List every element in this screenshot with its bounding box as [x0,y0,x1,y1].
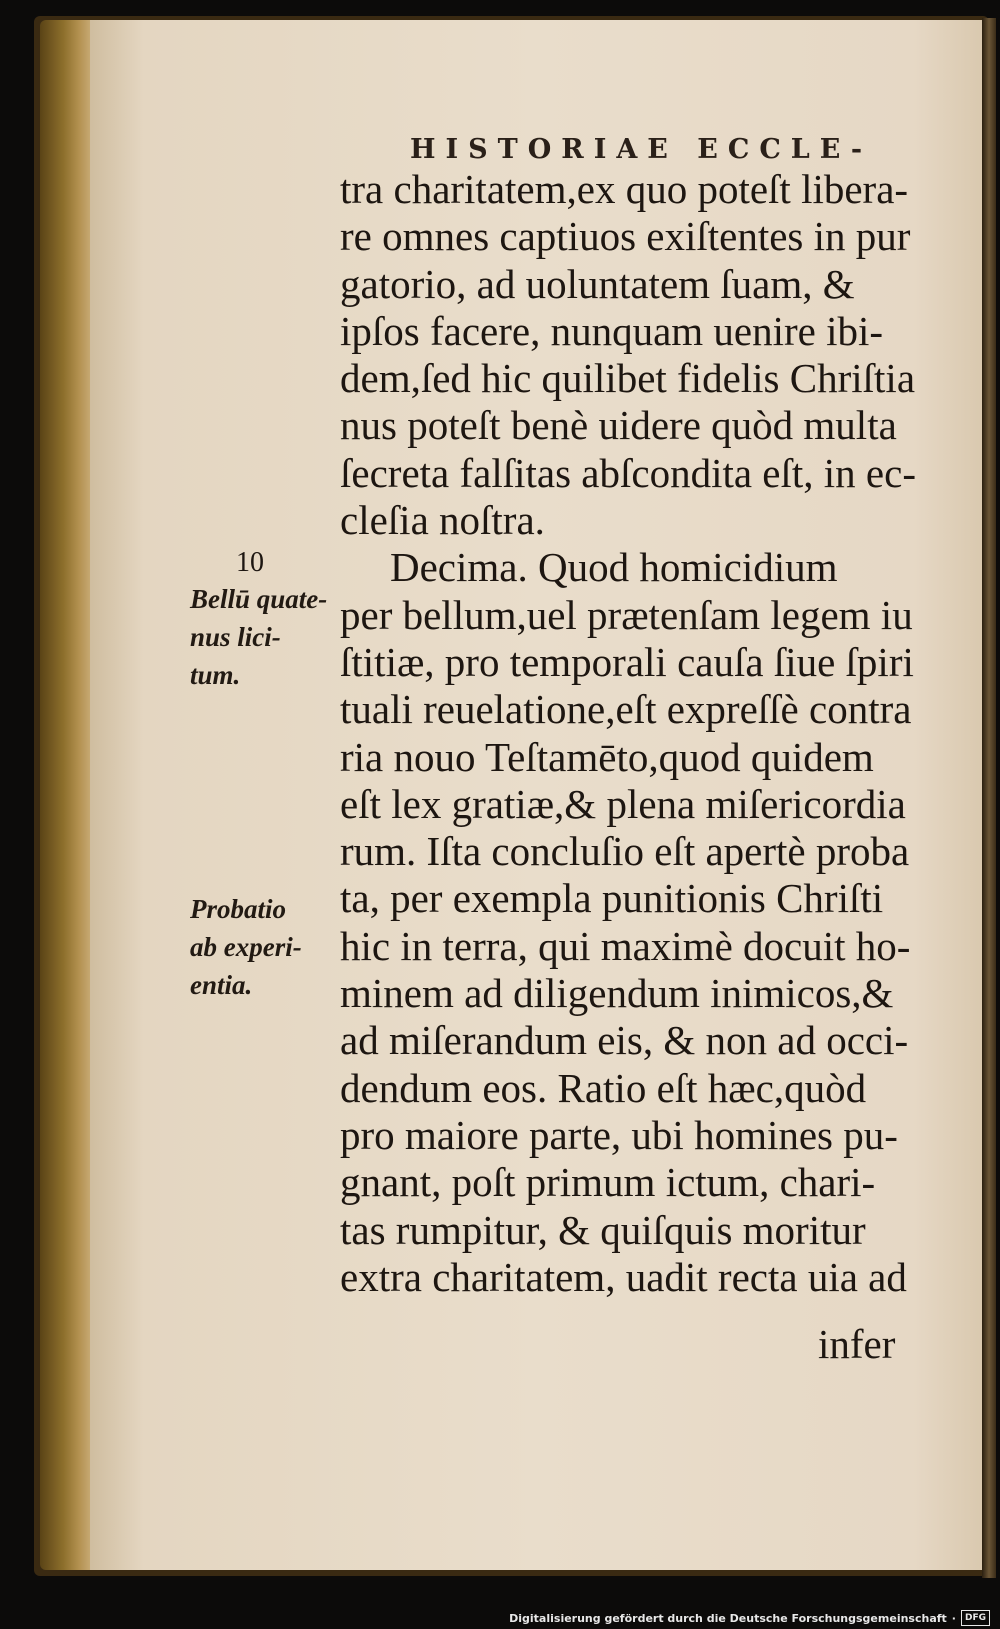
text-line: dem,ſed hic quilibet fidelis Chriſtia [340,355,916,402]
text-line: tas rumpitur, & quiſquis moritur [340,1206,866,1253]
text-line: extra charitatem, uadit recta uia ad [340,1253,907,1300]
text-line: hic in terra, qui maximè docuit ho- [340,922,911,969]
running-head: HISTORIAE ECCLE- [410,134,873,165]
text-line: ipſos facere, nunquam uenire ibi- [340,307,884,354]
footer-credit-text: Digitalisierung gefördert durch die Deutsche Forschungsgemeinschaft [509,1611,947,1625]
text-line: ſtitiæ, pro temporali cauſa ſiue ſpiri [340,638,914,685]
text-line: gatorio, ad uoluntatem ſuam, & [340,260,855,307]
text-line: minem ad diligendum inimicos,& [340,970,894,1017]
dfg-logo-icon: DFG [961,1610,990,1626]
text-line: cleſia noſtra. [340,497,545,544]
footer-separator: · [951,1611,956,1625]
text-line: ria nouo Teſtamēto,quod quidem [340,733,874,780]
page-edge [982,18,996,1578]
text-line: nus poteſt benè uidere quòd multa [340,402,897,449]
margin-note-line: entia. [190,970,253,1000]
text-line: eſt lex gratiæ,& plena miſericordia [340,780,906,827]
text-line: Decima. Quod homicidium [390,544,838,591]
text-line: tra charitatem,ex quo poteſt libera- [340,166,909,212]
text-line: ſecreta falſitas abſcondita eſt, in ec- [340,449,916,496]
text-line: re omnes captiuos exiſtentes in pur [340,213,911,260]
margin-note-line: Probatio [190,894,287,924]
text-line: ad miſerandum eis, & non ad occi- [340,1017,909,1064]
text-line: rum. Iſta concluſio eſt apertè proba [340,828,910,875]
text-line: dendum eos. Ratio eſt hæc,quòd [340,1064,867,1111]
catchword: infer [818,1321,896,1367]
margin-note-line: nus lici- [190,622,281,652]
text-line: pro maiore parte, ubi homines pu- [340,1111,898,1158]
footer-credit [509,1609,990,1627]
margin-note-line: ab experi- [190,932,302,962]
text-line: tuali reuelatione,eſt expreſſè contra [340,686,912,733]
body-text [340,166,970,1301]
margin-note-bellum [190,580,327,694]
text-line: per bellum,uel prætenſam legem iu [340,591,913,638]
text-line: ta, per exempla punitionis Chriſti [340,875,884,922]
book-spine [40,20,92,1570]
text-line: gnant, poſt primum ictum, chari- [340,1159,876,1206]
margin-number: 10 [236,547,264,578]
margin-note-probatio [190,890,302,1004]
margin-note-line: tum. [190,660,241,690]
margin-note-line: Bellū quate- [190,584,328,614]
